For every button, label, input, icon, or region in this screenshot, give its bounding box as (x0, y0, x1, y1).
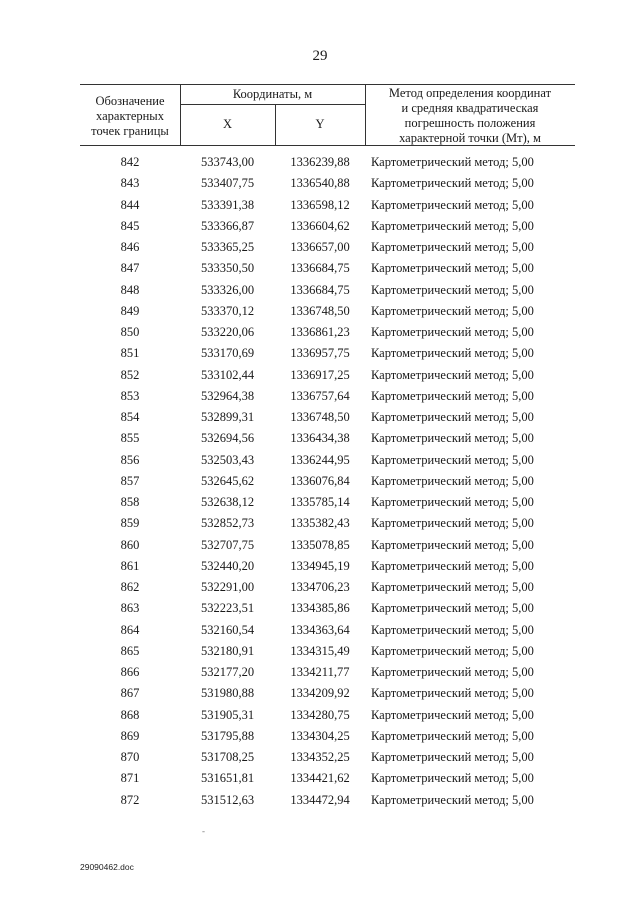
coord-x: 533391,38 (200, 197, 255, 212)
method-cell: Картометрический метод; 5,00 (371, 410, 534, 424)
coord-x: 532852,73 (200, 516, 255, 531)
method-cell: Картометрический метод; 5,00 (371, 303, 534, 318)
method-cell: Картометрический метод; 5,00 (371, 558, 534, 573)
stray-mark: - (202, 826, 205, 836)
coord-y: 1336540,88 (290, 176, 350, 191)
point-number: 871 (120, 771, 140, 786)
point-number: 844 (120, 197, 140, 212)
header-divider (180, 104, 365, 105)
header-coordinates: Координаты, м (232, 87, 313, 101)
table-row (0, 662, 640, 683)
coord-y: 1334472,94 (290, 792, 350, 807)
coord-y: 1334945,19 (290, 558, 350, 573)
table-row (0, 641, 640, 662)
method-cell: Картометрический метод; 5,00 (371, 707, 534, 722)
coord-x: 533365,25 (200, 240, 255, 254)
method-cell: Картометрический метод; 5,00 (371, 771, 534, 786)
coord-x: 533350,50 (200, 261, 255, 276)
point-number: 872 (120, 792, 140, 807)
point-number: 847 (120, 261, 140, 276)
coord-x: 531651,81 (200, 771, 255, 786)
method-cell: Картометрический метод; 5,00 (371, 686, 534, 701)
point-number: 862 (120, 580, 140, 594)
coord-y: 1335078,85 (290, 537, 350, 552)
coord-x: 533102,44 (200, 367, 255, 382)
method-cell: Картометрический метод; 5,00 (371, 431, 534, 446)
coord-x: 533366,87 (200, 218, 255, 233)
header-designation-line: Обозначение (95, 94, 165, 108)
coord-x: 531905,31 (200, 707, 255, 722)
table-row (0, 407, 640, 428)
coord-y: 1336684,75 (290, 282, 350, 297)
coord-x: 533220,06 (200, 325, 255, 339)
coord-x: 531795,88 (200, 728, 255, 743)
table-row (0, 747, 640, 768)
coord-y: 1334421,62 (290, 771, 350, 786)
point-number: 856 (120, 452, 140, 467)
coord-x: 532291,00 (200, 580, 255, 594)
method-cell: Картометрический метод; 5,00 (371, 665, 534, 679)
coord-y: 1334315,49 (290, 643, 350, 658)
method-cell: Картометрический метод; 5,00 (371, 155, 534, 169)
coord-y: 1334385,86 (290, 601, 350, 616)
table-row (0, 535, 640, 556)
table-row (0, 173, 640, 194)
coord-x: 533170,69 (200, 346, 255, 361)
point-number: 854 (120, 410, 140, 424)
point-number: 867 (120, 686, 140, 701)
coord-x: 533370,12 (200, 303, 255, 318)
method-cell: Картометрический метод; 5,00 (371, 325, 534, 339)
coord-y: 1336657,00 (290, 240, 350, 254)
table-row (0, 322, 640, 343)
coord-y: 1336861,23 (290, 325, 350, 339)
coord-x: 531512,63 (200, 792, 255, 807)
method-cell: Картометрический метод; 5,00 (371, 643, 534, 658)
point-number: 848 (120, 282, 140, 297)
table-row (0, 577, 640, 598)
header-method-line: Метод определения координат (388, 86, 552, 100)
coord-x: 533326,00 (200, 282, 255, 297)
coord-y: 1336917,25 (290, 367, 350, 382)
point-number: 852 (120, 367, 140, 382)
coord-x: 531980,88 (200, 686, 255, 701)
coord-y: 1336434,38 (290, 431, 350, 446)
table-row (0, 195, 640, 216)
header-method (365, 86, 575, 146)
coord-x: 533407,75 (200, 176, 255, 191)
table-row (0, 365, 640, 386)
header-method-line: и средняя квадратическая (401, 101, 539, 115)
point-number: 863 (120, 601, 140, 616)
coord-y: 1334706,23 (290, 580, 350, 594)
method-cell: Картометрический метод; 5,00 (371, 261, 534, 276)
coord-y: 1336757,64 (290, 388, 350, 403)
table-row (0, 428, 640, 449)
table-top-rule (80, 84, 575, 85)
point-number: 846 (120, 240, 140, 254)
point-number: 855 (120, 431, 140, 446)
coord-y: 1334209,92 (290, 686, 350, 701)
table-row (0, 790, 640, 811)
coord-y: 1336604,62 (290, 218, 350, 233)
header-designation (80, 94, 180, 139)
coord-x: 532503,43 (200, 452, 255, 467)
coord-y: 1336598,12 (290, 197, 350, 212)
coord-y: 1334280,75 (290, 707, 350, 722)
point-number: 853 (120, 388, 140, 403)
header-designation-line: характерных (96, 109, 164, 123)
point-number: 851 (120, 346, 140, 361)
table-row (0, 258, 640, 279)
table-row (0, 513, 640, 534)
method-cell: Картометрический метод; 5,00 (371, 282, 534, 297)
coord-x: 533743,00 (200, 155, 255, 169)
point-number: 861 (120, 558, 140, 573)
coord-x: 532694,56 (200, 431, 255, 446)
point-number: 849 (120, 303, 140, 318)
table-row (0, 216, 640, 237)
coord-y: 1336684,75 (290, 261, 350, 276)
coord-y: 1335382,43 (290, 516, 350, 531)
table-body (0, 152, 640, 811)
method-cell: Картометрический метод; 5,00 (371, 218, 534, 233)
point-number: 845 (120, 218, 140, 233)
coord-y: 1336244,95 (290, 452, 350, 467)
table-row (0, 301, 640, 322)
method-cell: Картометрический метод; 5,00 (371, 516, 534, 531)
method-cell: Картометрический метод; 5,00 (371, 728, 534, 743)
point-number: 866 (120, 665, 140, 679)
table-row (0, 450, 640, 471)
table-header-rule (80, 145, 575, 146)
file-name: 29090462.doc (80, 862, 134, 872)
coord-x: 532707,75 (200, 537, 255, 552)
coord-y: 1336076,84 (290, 473, 350, 488)
coord-x: 532160,54 (200, 622, 255, 637)
point-number: 869 (120, 728, 140, 743)
coord-y: 1336239,88 (290, 155, 350, 169)
point-number: 843 (120, 176, 140, 191)
coord-y: 1334211,77 (290, 665, 350, 679)
coord-x: 532177,20 (200, 665, 255, 679)
method-cell: Картометрический метод; 5,00 (371, 622, 534, 637)
table-row (0, 705, 640, 726)
coord-x: 532440,20 (200, 558, 255, 573)
method-cell: Картометрический метод; 5,00 (371, 495, 534, 509)
point-number: 858 (120, 495, 140, 509)
header-method-line: погрешность положения (404, 116, 536, 130)
table-row (0, 280, 640, 301)
coord-y: 1336957,75 (290, 346, 350, 361)
table-row (0, 343, 640, 364)
table-row (0, 471, 640, 492)
point-number: 864 (120, 622, 140, 637)
table-row (0, 726, 640, 747)
method-cell: Картометрический метод; 5,00 (371, 240, 534, 254)
method-cell: Картометрический метод; 5,00 (371, 601, 534, 616)
page-number: 29 (312, 48, 328, 64)
table-row (0, 152, 640, 173)
point-number: 842 (120, 155, 140, 169)
coord-y: 1336748,50 (290, 410, 350, 424)
method-cell: Картометрический метод; 5,00 (371, 197, 534, 212)
method-cell: Картометрический метод; 5,00 (371, 388, 534, 403)
point-number: 857 (120, 473, 140, 488)
coord-y: 1334304,25 (290, 728, 350, 743)
coord-y: 1336748,50 (290, 303, 350, 318)
coord-x: 532645,62 (200, 473, 255, 488)
point-number: 860 (120, 537, 140, 552)
method-cell: Картометрический метод; 5,00 (371, 792, 534, 807)
table-row (0, 598, 640, 619)
point-number: 859 (120, 516, 140, 531)
coord-y: 1335785,14 (290, 495, 350, 509)
coord-x: 532223,51 (200, 601, 255, 616)
header-x: X (222, 117, 233, 131)
coord-x: 532638,12 (200, 495, 255, 509)
table-row (0, 768, 640, 789)
point-number: 870 (120, 750, 140, 764)
method-cell: Картометрический метод; 5,00 (371, 367, 534, 382)
table-row (0, 492, 640, 513)
table-row (0, 620, 640, 641)
method-cell: Картометрический метод; 5,00 (371, 537, 534, 552)
coord-x: 532180,91 (200, 643, 255, 658)
method-cell: Картометрический метод; 5,00 (371, 473, 534, 488)
coord-y: 1334363,64 (290, 622, 350, 637)
point-number: 868 (120, 707, 140, 722)
coord-x: 532899,31 (200, 410, 255, 424)
coord-y: 1334352,25 (290, 750, 350, 764)
method-cell: Картометрический метод; 5,00 (371, 176, 534, 191)
method-cell: Картометрический метод; 5,00 (371, 346, 534, 361)
table-row (0, 683, 640, 704)
method-cell: Картометрический метод; 5,00 (371, 750, 534, 764)
table-row (0, 386, 640, 407)
method-cell: Картометрический метод; 5,00 (371, 452, 534, 467)
coord-x: 532964,38 (200, 388, 255, 403)
method-cell: Картометрический метод; 5,00 (371, 580, 534, 594)
header-method-line: характерной точки (Мт), м (399, 131, 541, 145)
point-number: 850 (120, 325, 140, 339)
coord-x: 531708,25 (200, 750, 255, 764)
header-y: Y (315, 117, 325, 131)
table-row (0, 237, 640, 258)
table-row (0, 556, 640, 577)
point-number: 865 (120, 643, 140, 658)
header-designation-line: точек границы (91, 124, 169, 138)
